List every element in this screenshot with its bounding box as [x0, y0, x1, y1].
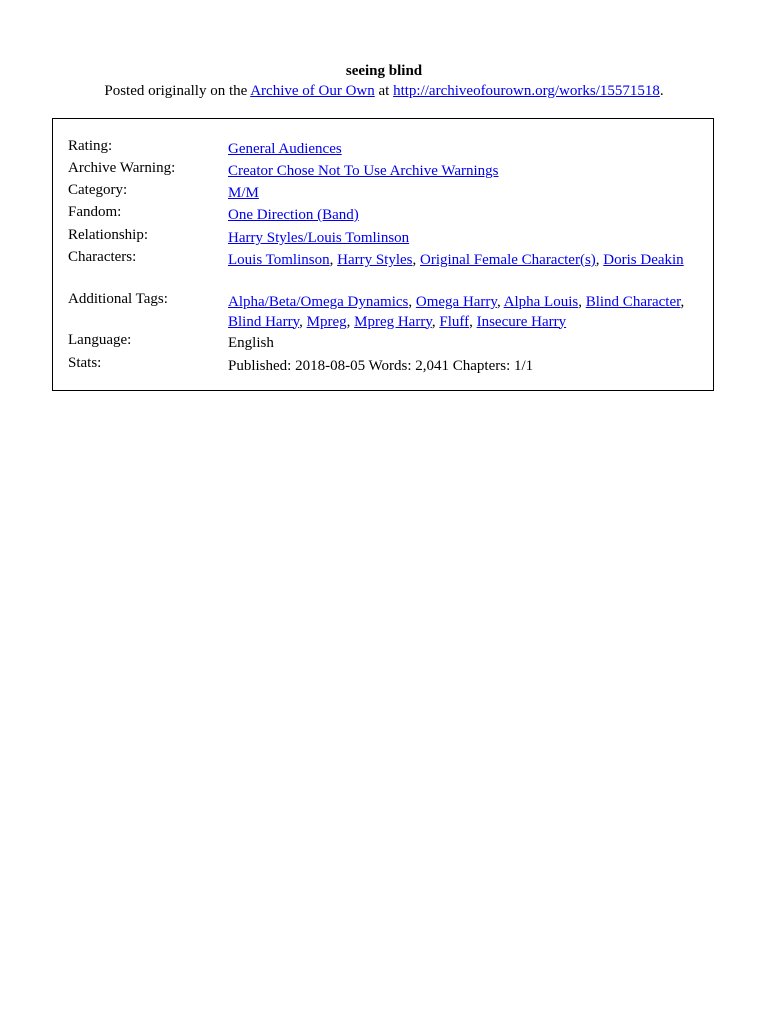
tag-link[interactable]: Fluff [439, 313, 470, 330]
tag-link[interactable]: General Audiences [228, 141, 342, 157]
tag-link[interactable]: Omega Harry [415, 294, 497, 310]
additional-tags-value: Alpha/Beta/Omega Dynamics, Omega Harry, Alpha Louis, Blind Character, Blind Harry, Mpreg, Mpreg Harry, Fluff, Insecure Harry [228, 294, 685, 330]
relationship-label: Relationship: [68, 227, 148, 243]
tag-link[interactable]: Alpha/Beta/Omega Dynamics [228, 294, 409, 310]
warning-value [228, 159, 698, 182]
tag-link[interactable]: Creator Chose Not To Use Archive Warnings [228, 163, 499, 179]
warning-row [68, 159, 698, 182]
tag-link[interactable]: Alpha Louis [503, 294, 579, 310]
tag-link[interactable]: M/M [228, 185, 259, 201]
stats-label: Stats: [68, 355, 102, 371]
tag-link[interactable]: Mpreg Harry [354, 313, 432, 330]
rating-label: Rating: [68, 138, 113, 154]
language-row [68, 331, 698, 354]
category-value [228, 181, 698, 204]
tag-link[interactable]: Original Female Character(s) [420, 252, 596, 268]
fandom-label: Fandom: [68, 204, 122, 220]
relationship-value [228, 226, 698, 249]
category-label: Category: [68, 182, 128, 198]
posted-line [0, 82, 768, 101]
tag-link[interactable]: One Direction (Band) [228, 207, 359, 223]
metadata-box [52, 118, 714, 391]
stats-row [68, 354, 698, 377]
period: . [659, 83, 664, 99]
rating-row [68, 137, 698, 160]
additional-tags-row [68, 290, 698, 332]
additional-tags-label: Additional Tags: [68, 291, 168, 307]
at-text: at [374, 83, 394, 99]
tag-link[interactable]: Blind Harry [228, 313, 300, 330]
relationship-row [68, 226, 698, 249]
tag-link[interactable]: Doris Deakin [603, 252, 684, 268]
tag-link[interactable]: Blind Character [585, 294, 681, 310]
rating-value [228, 137, 698, 160]
category-row [68, 181, 698, 204]
archive-link[interactable]: Archive of Our Own [250, 83, 375, 99]
characters-label: Characters: [68, 249, 137, 265]
characters-row [68, 248, 698, 271]
fandom-row [68, 203, 698, 226]
posted-prefix: Posted originally on the [104, 83, 251, 99]
tag-link[interactable]: Mpreg [306, 313, 347, 330]
tag-link[interactable]: Insecure Harry [476, 313, 567, 330]
work-title: seeing blind [345, 63, 423, 79]
warning-label: Archive Warning: [68, 160, 176, 176]
tag-link[interactable]: Harry Styles [337, 252, 413, 268]
characters-value: Louis Tomlinson, Harry Styles, Original Female Character(s), Doris Deakin [228, 252, 684, 268]
work-url-link[interactable]: http://archiveofourown.org/works/15571518 [393, 83, 660, 99]
stats-value: Published: 2018-08-05 Words: 2,041 Chapters: 1/1 [228, 358, 534, 374]
tag-link[interactable]: Harry Styles/Louis Tomlinson [228, 230, 410, 246]
language-value: English [228, 335, 274, 351]
fandom-value [228, 203, 698, 226]
tag-link[interactable]: Louis Tomlinson [228, 252, 330, 268]
language-label: Language: [68, 332, 132, 348]
